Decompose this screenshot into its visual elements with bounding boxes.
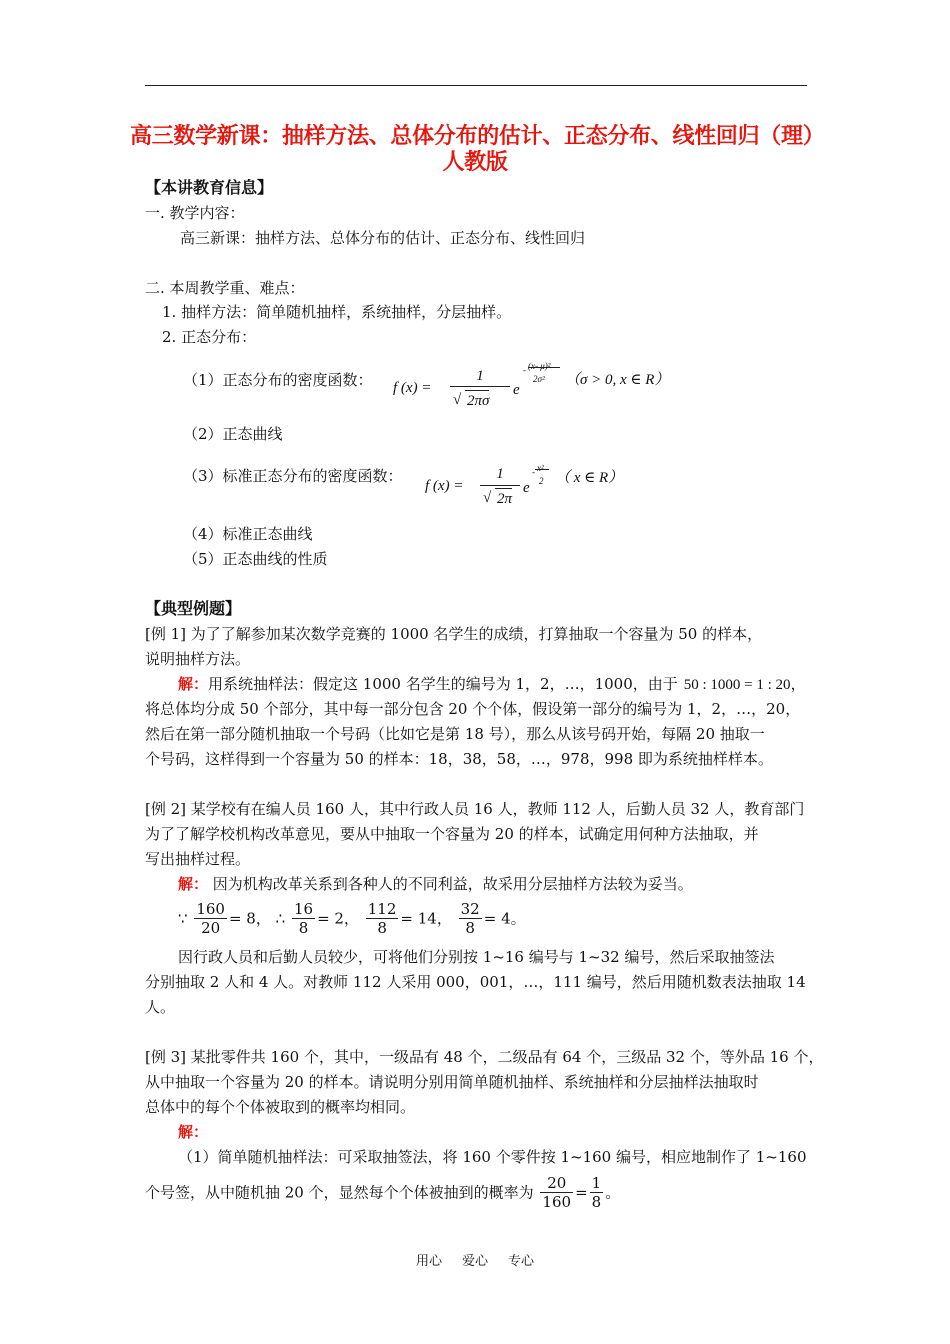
example-1-solution-line-2: 将总体均分成 50 个部分，其中每一部分包含 20 个个体，假设第一部分的编号为 1，2，…，20， xyxy=(145,700,801,718)
example-3-line-3: 总体中的每个个体被取到的概率均相同。 xyxy=(145,1098,416,1116)
example-1-solution-line-1: 解：用系统抽样法：假定这 1000 名学生的编号为 1，2，…，1000，由于 50 : 1000 = 1 : 20， xyxy=(178,675,806,693)
sub-item-3: （3）标准正态分布的密度函数： xyxy=(183,467,403,485)
example-2-solution-line-3: 因行政人员和后勤人员较少，可将他们分别按 1~16 编号与 1~32 编号，然后采取抽签法 xyxy=(178,948,775,966)
focus-item-2: 2. 正态分布： xyxy=(162,328,257,346)
example-2-fractions: ∵ $\frac{160}{20}$ = 8， ∴ $\frac{16}{8}$ = 2， $\frac{112}{8}$ = 14， $\frac{32}{8}$ = 4。 xyxy=(178,900,526,937)
focus-item-1: 1. 抽样方法：简单随机抽样，系统抽样，分层抽样。 xyxy=(162,303,512,321)
section-heading-examples: 【典型例题】 xyxy=(145,599,242,618)
example-1-line-1: [例 1] 为了了解参加某次数学竞赛的 1000 名学生的成绩，打算抽取一个容量为 50 的样本， xyxy=(145,625,763,643)
example-2-solution-line-4: 分别抽取 2 人和 4 人。对教师 112 人采用 000，001，…，111 编号，然后用随机数表法抽取 14 xyxy=(145,973,806,991)
example-2-line-3: 写出抽样过程。 xyxy=(145,850,251,868)
header-rule xyxy=(145,85,807,86)
content-label: 一. 教学内容： xyxy=(145,204,245,222)
example-2-line-2: 为了了解学校机构改革意见，要从中抽取一个容量为 20 的样本，试确定用何种方法抽取，并 xyxy=(145,825,759,843)
example-1-solution-line-3: 然后在第一部分随机抽取一个号码（比如它是第 18 号），那么从该号码开始，每隔 20 抽取一 xyxy=(145,725,765,743)
example-3-solution-line-1: （1）简单随机抽样法：可采取抽签法，将 160 个零件按 1~160 编号，相应地制作了 1~160 xyxy=(178,1148,807,1166)
focus-label: 二. 本周教学重、难点： xyxy=(145,279,305,297)
sub-item-1: （1）正态分布的密度函数： xyxy=(183,371,373,389)
example-1-line-2: 说明抽样方法。 xyxy=(145,650,251,668)
example-1-solution-line-4: 个号码，这样得到一个容量为 50 的样本：18，38，58，…，978，998 即为系统抽样样本。 xyxy=(145,750,773,768)
example-3-line-1: [例 3] 某批零件共 160 个，其中，一级品有 48 个，二级品有 64 个，三级品 32 个，等外品 16 个， xyxy=(145,1048,824,1066)
page-footer: 用心 爱心 专心 xyxy=(415,1254,535,1269)
example-3-solution-label: 解： xyxy=(178,1123,209,1141)
section-heading-info: 【本讲教育信息】 xyxy=(145,178,274,197)
page-title: 高三数学新课：抽样方法、总体分布的估计、正态分布、线性回归（理） xyxy=(130,124,825,149)
sub-item-5: （5）正态曲线的性质 xyxy=(183,550,328,568)
example-2-line-1: [例 2] 某学校有在编人员 160 人，其中行政人员 16 人，教师 112 人，后勤人员 32 人，教育部门 xyxy=(145,800,805,818)
sub-item-2: （2）正态曲线 xyxy=(183,425,283,443)
content-text: 高三新课：抽样方法、总体分布的估计、正态分布、线性回归 xyxy=(180,229,586,247)
page-title-line2: 人教版 xyxy=(442,150,508,175)
example-3-solution-line-2: 个号签，从中随机抽 20 个，显然每个个体被抽到的概率为 $\frac{20}{160}$ = $\frac{1}{8}$ 。 xyxy=(145,1174,621,1211)
example-2-solution-line-1: 解： 因为机构改革关系到各种人的不同利益，故采用分层抽样方法较为妥当。 xyxy=(178,875,693,893)
example-3-line-2: 从中抽取一个容量为 20 的样本。请说明分别用简单随机抽样、系统抽样和分层抽样法抽取时 xyxy=(145,1073,759,1091)
sub-item-4: （4）标准正态曲线 xyxy=(183,525,313,543)
example-2-solution-line-5: 人。 xyxy=(145,998,176,1016)
